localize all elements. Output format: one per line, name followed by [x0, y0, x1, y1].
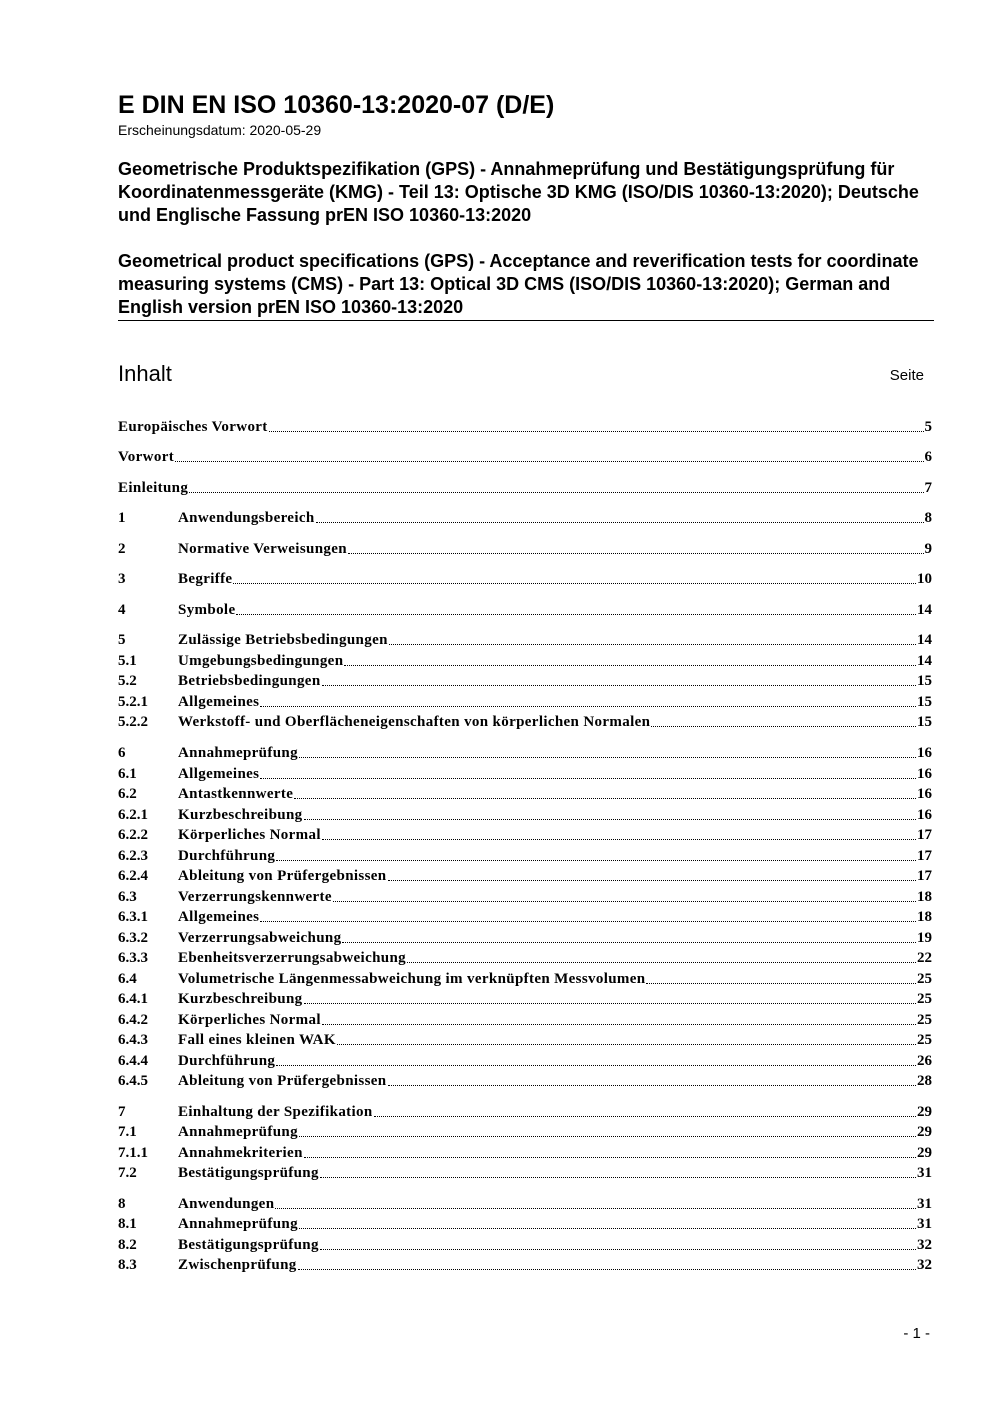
- toc-leader-dots: [388, 879, 917, 881]
- toc-leader-dots: [304, 818, 916, 820]
- toc-entry-number: 8.2: [118, 1237, 137, 1253]
- toc-entry[interactable]: [118, 1122, 932, 1142]
- toc-entry[interactable]: [118, 539, 932, 559]
- toc-leader-dots: [646, 982, 916, 984]
- toc-entry-title: Körperliches Normal: [178, 827, 321, 843]
- toc-leader-dots: [299, 1135, 916, 1137]
- toc-leader-dots: [333, 900, 916, 902]
- toc-leader-dots: [344, 664, 916, 666]
- toc-entry[interactable]: [118, 948, 932, 968]
- toc-entry-page: 25: [917, 971, 932, 987]
- toc-leader-dots: [388, 1084, 917, 1086]
- toc-entry[interactable]: [118, 1071, 932, 1091]
- toc-leader-dots: [337, 1043, 916, 1045]
- toc-leader-dots: [322, 838, 916, 840]
- toc-entry-page: 18: [917, 889, 932, 905]
- toc-entry-title: Durchführung: [178, 1053, 276, 1069]
- toc-entry-number: 8.1: [118, 1216, 137, 1232]
- toc-entry[interactable]: [118, 928, 932, 948]
- toc-entry[interactable]: [118, 1102, 932, 1122]
- toc-entry-title: Ableitung von Prüfergebnissen: [178, 868, 387, 884]
- toc-entry[interactable]: [118, 630, 932, 650]
- toc-leader-dots: [299, 1227, 916, 1229]
- toc-leader-dots: [298, 1268, 916, 1270]
- toc-entry-title: Einleitung: [118, 480, 189, 496]
- toc-entry-number: 7: [118, 1104, 126, 1120]
- toc-entry-title: Begriffe: [178, 571, 233, 587]
- toc-entry-page: 14: [917, 602, 932, 618]
- toc-entry-page: 15: [917, 714, 932, 730]
- toc-entry-number: 5.2.2: [118, 714, 148, 730]
- toc-entry-number: 6.3: [118, 889, 137, 905]
- toc-entry[interactable]: [118, 764, 932, 784]
- toc-entry-page: 16: [917, 786, 932, 802]
- toc-entry-page: 22: [917, 950, 932, 966]
- toc-entry[interactable]: [118, 1235, 932, 1255]
- toc-entry-page: 16: [917, 807, 932, 823]
- toc-entry-page: 29: [917, 1124, 932, 1140]
- toc-entry[interactable]: [118, 1051, 932, 1071]
- toc-entry-number: 6.3.3: [118, 950, 148, 966]
- toc-entry[interactable]: [118, 1143, 932, 1163]
- toc-entry-title: Allgemeines: [178, 694, 260, 710]
- toc-entry[interactable]: [118, 569, 932, 589]
- toc-entry-title: Annahmeprüfung: [178, 1124, 298, 1140]
- toc-entry-title: Kurzbeschreibung: [178, 807, 303, 823]
- toc-entry-number: 2: [118, 541, 126, 557]
- toc-leader-dots: [236, 613, 916, 615]
- toc-entry-number: 6.4: [118, 971, 137, 987]
- toc-entry-number: 4: [118, 602, 126, 618]
- toc-entry-number: 7.1.1: [118, 1145, 148, 1161]
- page-number: - 1 -: [903, 1325, 930, 1342]
- toc-leader-dots: [389, 643, 916, 645]
- toc-entry-page: 18: [917, 909, 932, 925]
- toc-entry[interactable]: [118, 651, 932, 671]
- toc-leader-dots: [316, 521, 924, 523]
- toc-leader-dots: [407, 961, 916, 963]
- toc-leader-dots: [320, 1248, 916, 1250]
- toc-entry[interactable]: [118, 417, 932, 437]
- toc-entry-title: Durchführung: [178, 848, 276, 864]
- toc-entry-title: Fall eines kleinen WAK: [178, 1032, 336, 1048]
- toc-leader-dots: [374, 1115, 916, 1117]
- toc-entry[interactable]: [118, 969, 932, 989]
- toc-leader-dots: [342, 941, 916, 943]
- toc-entry[interactable]: [118, 692, 932, 712]
- toc-entry-number: 6.2.2: [118, 827, 148, 843]
- toc-entry[interactable]: [118, 447, 932, 467]
- toc-entry-number: 7.1: [118, 1124, 137, 1140]
- toc-entry-title: Ebenheitsverzerrungsabweichung: [178, 950, 406, 966]
- toc-entry[interactable]: [118, 805, 932, 825]
- toc-entry-page: 31: [917, 1216, 932, 1232]
- toc-entry[interactable]: [118, 508, 932, 528]
- toc-entry-number: 8.3: [118, 1257, 137, 1273]
- toc-entry-page: 8: [924, 510, 932, 526]
- toc-heading: Inhalt: [118, 361, 172, 386]
- toc-entry-number: 6.2.3: [118, 848, 148, 864]
- toc-entry-page: 19: [917, 930, 932, 946]
- toc-leader-dots: [175, 460, 923, 462]
- toc-entry-page: 29: [917, 1145, 932, 1161]
- toc-entry-page: 5: [924, 419, 932, 435]
- toc-entry[interactable]: [118, 1255, 932, 1275]
- toc-leader-dots: [348, 552, 924, 554]
- toc-leader-dots: [269, 430, 924, 432]
- toc-entry-title: Verzerrungsabweichung: [178, 930, 342, 946]
- toc-leader-dots: [304, 1156, 916, 1158]
- toc-leader-dots: [299, 756, 916, 758]
- toc-entry-title: Anwendungen: [178, 1196, 275, 1212]
- toc-entry[interactable]: [118, 1194, 932, 1214]
- toc-entry-number: 6.4.3: [118, 1032, 148, 1048]
- toc-entry-page: 31: [917, 1165, 932, 1181]
- toc-entry[interactable]: [118, 846, 932, 866]
- toc-entry-page: 17: [917, 848, 932, 864]
- toc-entry-page: 14: [917, 653, 932, 669]
- toc-entry-page: 28: [917, 1073, 932, 1089]
- toc-entry[interactable]: [118, 784, 932, 804]
- publication-date: Erscheinungsdatum: 2020-05-29: [118, 122, 322, 138]
- toc-leader-dots: [651, 725, 916, 727]
- toc-entry-number: 8: [118, 1196, 126, 1212]
- toc-leader-dots: [320, 1176, 916, 1178]
- toc-entry-number: 6.3.2: [118, 930, 148, 946]
- toc-entry[interactable]: [118, 743, 932, 763]
- toc-leader-dots: [276, 1064, 916, 1066]
- toc-entry-number: 6: [118, 745, 126, 761]
- toc-entry-title: Allgemeines: [178, 766, 260, 782]
- toc-entry-page: 10: [917, 571, 932, 587]
- toc-entry-page: 15: [917, 673, 932, 689]
- toc-entry-page: 25: [917, 991, 932, 1007]
- toc-entry-title: Zulässige Betriebsbedingungen: [178, 632, 388, 648]
- toc-leader-dots: [233, 582, 916, 584]
- toc-entry-page: 6: [924, 449, 932, 465]
- toc-entry-number: 6.4.4: [118, 1053, 148, 1069]
- toc-entry[interactable]: [118, 1214, 932, 1234]
- toc-entry-title: Annahmeprüfung: [178, 745, 298, 761]
- toc-entry[interactable]: [118, 907, 932, 927]
- toc-entry-title: Antastkennwerte: [178, 786, 294, 802]
- toc-entry-page: 16: [917, 766, 932, 782]
- toc-entry-page: 26: [917, 1053, 932, 1069]
- toc-entry-title: Umgebungsbedingungen: [178, 653, 344, 669]
- toc-entry-number: 1: [118, 510, 126, 526]
- toc-entry-number: 5: [118, 632, 126, 648]
- toc-entry[interactable]: [118, 866, 932, 886]
- header-divider: [118, 320, 934, 321]
- toc-entry-title: Zwischenprüfung: [178, 1257, 297, 1273]
- toc-entry-title: Verzerrungskennwerte: [178, 889, 332, 905]
- toc-entry-number: 5.2: [118, 673, 137, 689]
- toc-entry-number: 7.2: [118, 1165, 137, 1181]
- toc-leader-dots: [275, 1207, 916, 1209]
- toc-leader-dots: [294, 797, 916, 799]
- toc-entry[interactable]: [118, 1030, 932, 1050]
- toc-entry-page: 9: [924, 541, 932, 557]
- toc-entry-page: 32: [917, 1237, 932, 1253]
- title-english: Geometrical product specifications (GPS) - Acceptance and reverification tests for coordinate measuring systems (CMS) - Part 13: Optical 3D CMS (ISO/DIS 10360-13:2020); German and English version prEN ISO 10360-13:2020: [118, 251, 919, 317]
- toc-entry-page: 15: [917, 694, 932, 710]
- toc-entry[interactable]: [118, 712, 932, 732]
- toc-entry-title: Symbole: [178, 602, 236, 618]
- toc-page-column-label: Seite: [889, 367, 924, 384]
- toc-entry-number: 6.1: [118, 766, 137, 782]
- toc-entry-title: Normative Verweisungen: [178, 541, 347, 557]
- toc-entry-title: Europäisches Vorwort: [118, 419, 268, 435]
- toc-entry-page: 17: [917, 827, 932, 843]
- toc-entry-number: 6.2: [118, 786, 137, 802]
- toc-entry-page: 17: [917, 868, 932, 884]
- toc-entry-number: 6.3.1: [118, 909, 148, 925]
- toc-entry-title: Körperliches Normal: [178, 1012, 321, 1028]
- toc-leader-dots: [276, 859, 916, 861]
- toc-entry-number: 6.2.4: [118, 868, 148, 884]
- toc-entry-number: 5.1: [118, 653, 137, 669]
- toc-entry-title: Einhaltung der Spezifikation: [178, 1104, 373, 1120]
- toc-entry-number: 6.4.2: [118, 1012, 148, 1028]
- toc-entry-number: 5.2.1: [118, 694, 148, 710]
- toc-entry-page: 29: [917, 1104, 932, 1120]
- toc-entry-title: Annahmekriterien: [178, 1145, 303, 1161]
- toc-entry[interactable]: [118, 1010, 932, 1030]
- toc-entry-number: 6.4.1: [118, 991, 148, 1007]
- toc-entry[interactable]: [118, 478, 932, 498]
- toc-leader-dots: [260, 705, 916, 707]
- toc-leader-dots: [322, 1023, 916, 1025]
- toc-leader-dots: [322, 684, 916, 686]
- toc-entry-title: Ableitung von Prüfergebnissen: [178, 1073, 387, 1089]
- toc-entry-number: 6.2.1: [118, 807, 148, 823]
- toc-entry-page: 14: [917, 632, 932, 648]
- toc-entry-page: 25: [917, 1032, 932, 1048]
- toc-leader-dots: [304, 1002, 916, 1004]
- toc-entry[interactable]: [118, 671, 932, 691]
- toc-entry-title: Allgemeines: [178, 909, 260, 925]
- document-title: E DIN EN ISO 10360-13:2020-07 (D/E): [118, 91, 555, 119]
- toc-entry-title: Bestätigungsprüfung: [178, 1237, 319, 1253]
- toc-entry-number: 3: [118, 571, 126, 587]
- toc-entry-title: Bestätigungsprüfung: [178, 1165, 319, 1181]
- toc-leader-dots: [260, 920, 916, 922]
- toc-entry-title: Vorwort: [118, 449, 175, 465]
- toc-entry-title: Betriebsbedingungen: [178, 673, 321, 689]
- toc-entry-title: Volumetrische Längenmessabweichung im verknüpften Messvolumen: [178, 971, 646, 987]
- toc-entry-page: 7: [924, 480, 932, 496]
- title-german: Geometrische Produktspezifikation (GPS) - Annahmeprüfung und Bestätigungsprüfung für Koordinatenmessgeräte (KMG) - Teil 13: Optische 3D KMG (ISO/DIS 10360-13:2020); Deutsche und Englische Fassung prEN ISO 10360-13:2020: [118, 159, 919, 225]
- toc-entry-page: 31: [917, 1196, 932, 1212]
- toc-entry-page: 32: [917, 1257, 932, 1273]
- toc-entry[interactable]: [118, 825, 932, 845]
- toc-leader-dots: [189, 491, 923, 493]
- toc-entry-number: 6.4.5: [118, 1073, 148, 1089]
- toc-entry-title: Annahmeprüfung: [178, 1216, 298, 1232]
- toc-leader-dots: [260, 777, 916, 779]
- toc-entry-page: 16: [917, 745, 932, 761]
- toc-entry-page: 25: [917, 1012, 932, 1028]
- toc-entry[interactable]: [118, 600, 932, 620]
- toc-entry-title: Kurzbeschreibung: [178, 991, 303, 1007]
- toc-entry-title: Werkstoff- und Oberflächeneigenschaften von körperlichen Normalen: [178, 714, 651, 730]
- toc-entry[interactable]: [118, 1163, 932, 1183]
- toc-entry[interactable]: [118, 887, 932, 907]
- toc-entry[interactable]: [118, 989, 932, 1009]
- toc-entry-title: Anwendungsbereich: [178, 510, 315, 526]
